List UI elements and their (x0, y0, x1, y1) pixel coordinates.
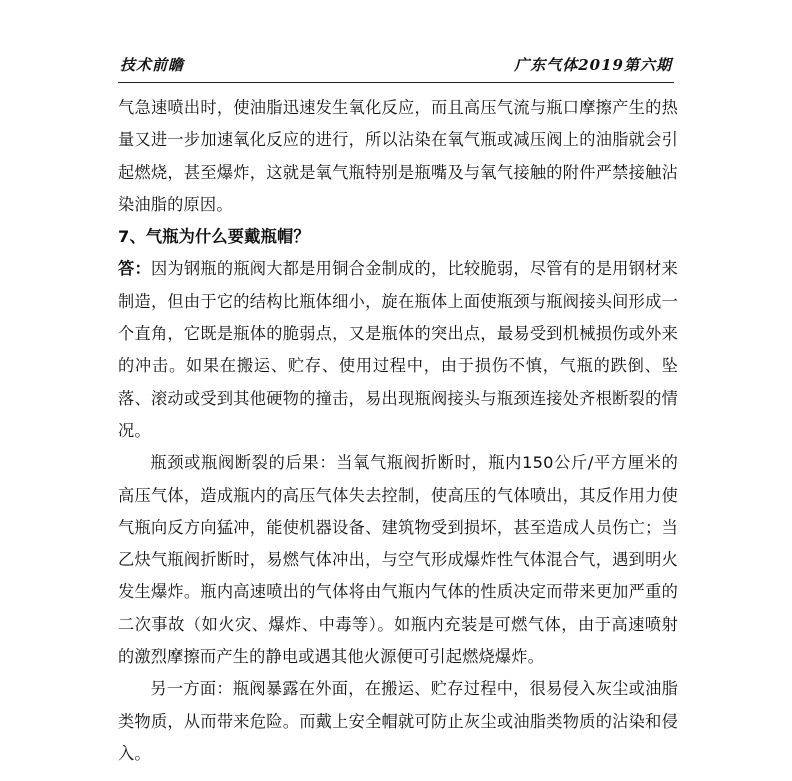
article-body (118, 92, 678, 770)
answer-label: 答： (118, 259, 151, 279)
section-title: 技术前瞻 (120, 56, 185, 74)
paragraph-other-aspect: 另一方面：瓶阀暴露在外面，在搬运、贮存过程中，很易侵入灰尘或油脂类物质，从而带来危险。而戴上安全帽就可防止灰尘或油脂类物质的沾染和侵入。 (118, 679, 678, 763)
paragraph-consequence: 瓶颈或瓶阀断裂的后果：当氧气瓶阀折断时，瓶内150公斤/平方厘米的高压气体，造成瓶内的高压气体失去控制，使高压的气体喷出，其反作用力使气瓶向反方向猛冲，能使机器设备、建筑物受到损坏，甚至造成人员伤亡；当乙炔气瓶阀折断时，易燃气体冲出，与空气形成爆炸性气体混合气，遇到明火发生爆炸。瓶内高速喷出的气体将由气瓶内气体的性质决定而带来更加严重的二次事故（如火灾、爆炸、中毒等）。如瓶内充装是可燃气体，由于高速喷射的激烈摩擦而产生的静电或遇其他火源便可引起燃烧爆炸。 (118, 453, 678, 667)
question-heading: 7、气瓶为什么要戴瓶帽？ (118, 227, 310, 247)
paragraph-continuation: 气急速喷出时，使油脂迅速发生氧化反应，而且高压气流与瓶口摩擦产生的热量又进一步加速氧化反应的进行，所以沾染在氧气瓶或减压阀上的油脂就会引起燃烧，甚至爆炸，这就是氧气瓶特别是瓶嘴及与氧气接触的附件严禁接触沾染油脂的原因。 (118, 98, 678, 214)
answer-text: 因为钢瓶的瓶阀大都是用铜合金制成的，比较脆弱，尽管有的是用钢材来制造，但由于它的结构比瓶体细小，旋在瓶体上面使瓶颈与瓶阀接头间形成一个直角，它既是瓶体的脆弱点，又是瓶体的突出点，最易受到机械损伤或外来的冲击。如果在搬运、贮存、使用过程中，由于损伤不慎，气瓶的跌倒、坠落、滚动或受到其他硬物的撞击，易出现瓶阀接头与瓶颈连接处齐根断裂的情况。 (118, 259, 678, 440)
answer-paragraph (118, 253, 678, 447)
header-divider (118, 82, 674, 83)
page-header (118, 52, 674, 76)
journal-issue: 广东气体2019第六期 (514, 56, 672, 74)
